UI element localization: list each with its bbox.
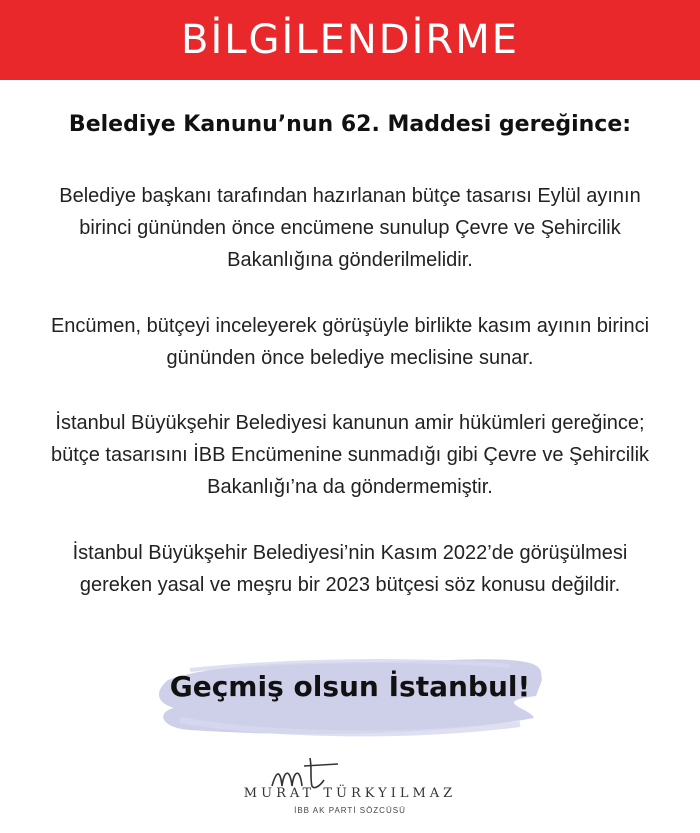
paragraph-4: İstanbul Büyükşehir Belediyesi’nin Kasım 2022’de görüşülmesi gereken yasal ve meşru bir 2023 bütçesi söz konusu değildir. [72, 542, 628, 596]
banner-title: BİLGİLENDİRME [181, 17, 519, 63]
closing-message: Geçmiş olsun İstanbul! [169, 670, 531, 703]
subtitle: Belediye Kanunu’nun 62. Maddesi gereğince: [68, 112, 632, 137]
signature-name: MURAT TÜRKYILMAZ [243, 786, 457, 801]
paragraph-3: İstanbul Büyükşehir Belediyesi kanunun amir hükümleri gereğince; bütçe tasarısını İBB Encümenine sunmadığı gibi Çevre ve Şehircilik Bakanlığı’na da göndermemiştir. [50, 412, 650, 498]
paragraph-1: Belediye başkanı tarafından hazırlanan bütçe tasarısı Eylül ayının birinci gününden önce encümene sunulup Çevre ve Şehircilik Bakanlığına gönderilmelidir. [59, 185, 641, 271]
header-banner [0, 0, 700, 80]
paragraph-2: Encümen, bütçeyi inceleyerek görüşüyle birlikte kasım ayının birinci gününden önce belediye meclisine sunar. [50, 315, 650, 369]
signature-role: İBB AK PARTİ SÖZCÜSÜ [294, 806, 406, 815]
